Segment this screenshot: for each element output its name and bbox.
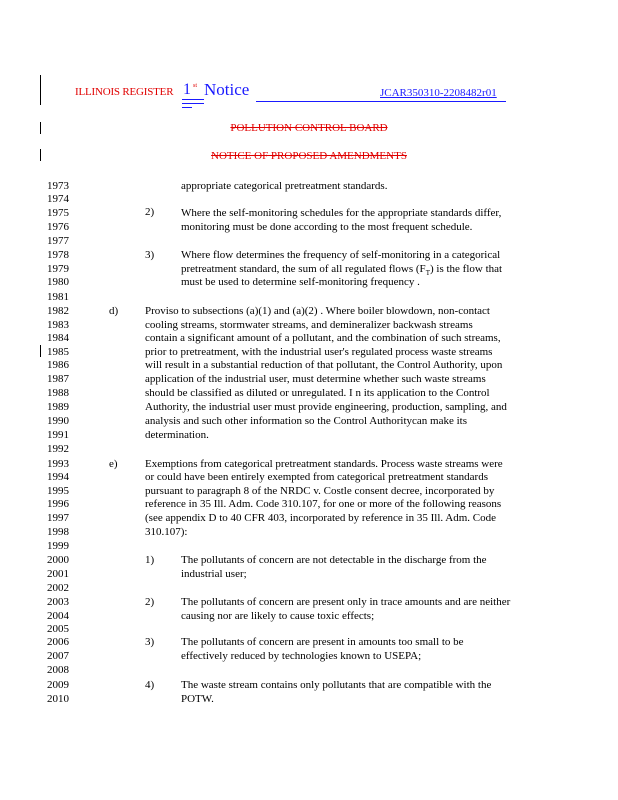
item-label-2: 2) xyxy=(145,206,155,218)
text-line: or could have been entirely exempted from categorical pretreatment standards xyxy=(145,471,488,483)
line-number: 1978 xyxy=(47,249,69,261)
line-number: 2006 xyxy=(47,636,69,648)
line-number: 1998 xyxy=(47,526,69,538)
text-line: Exemptions from categorical pretreatment standards. Process waste streams were xyxy=(145,458,503,470)
text-line: Where the self-monitoring schedules for the appropriate standards differ, xyxy=(181,207,502,219)
item-label-e: e) xyxy=(109,458,118,470)
text-line: pursuant to paragraph 8 of the NRDC v. Costle consent decree, incorporated by xyxy=(145,485,495,497)
line-number: 1997 xyxy=(47,512,69,524)
line-number: 2007 xyxy=(47,650,69,662)
line-number: 1979 xyxy=(47,263,69,275)
number-underline xyxy=(182,99,204,100)
text-line: must be used to determine self-monitoring frequency . xyxy=(181,276,420,288)
text-line: Where flow determines the frequency of self-monitoring in a categorical xyxy=(181,249,501,261)
text-line: causing nor are likely to cause toxic effects; xyxy=(181,610,375,622)
register-number: 1 xyxy=(183,81,191,98)
line-number: 2002 xyxy=(47,582,69,594)
text-line: monitoring must be done according to the most frequent schedule. xyxy=(181,221,473,233)
text-line: appropriate categorical pretreatment standards. xyxy=(181,180,388,192)
line-number: 1983 xyxy=(47,319,69,331)
text-line: cooling streams, stormwater streams, and demineralizer backwash streams xyxy=(145,319,473,331)
line-number: 1994 xyxy=(47,471,69,483)
item-label-d: d) xyxy=(109,305,119,317)
line-number: 1986 xyxy=(47,359,69,371)
text-line: POTW. xyxy=(181,693,214,705)
change-bar xyxy=(40,75,41,105)
text-line: effectively reduced by technologies known to USEPA; xyxy=(181,650,422,662)
text-segment: ) is the flow that xyxy=(429,263,503,275)
notice-underline xyxy=(256,101,506,102)
line-number: 2005 xyxy=(47,623,69,635)
line-number: 1985 xyxy=(47,346,69,358)
board-title: POLLUTION CONTROL BOARD xyxy=(230,122,388,134)
line-number: 1975 xyxy=(47,207,69,219)
text-line: application of the industrial user, must determine whether such waste streams xyxy=(145,373,486,385)
text-line: Authority, the industrial user must provide engineering, production, sampling, and xyxy=(145,401,507,413)
line-number: 2008 xyxy=(47,664,69,676)
number-underline xyxy=(182,103,204,104)
line-number: 1988 xyxy=(47,387,69,399)
text-line: The pollutants of concern are present only in trace amounts and are neither xyxy=(181,596,511,608)
line-number: 1999 xyxy=(47,540,69,552)
line-number: 1973 xyxy=(47,180,69,192)
register-title: ILLINOIS REGISTER xyxy=(75,86,174,98)
line-number: 2004 xyxy=(47,610,69,622)
item-label-3: 3) xyxy=(145,249,155,261)
item-label-2b: 2) xyxy=(145,596,155,608)
register-number-superscript: st xyxy=(193,83,198,89)
flow-subscript: T xyxy=(425,269,430,278)
line-number: 2010 xyxy=(47,693,69,705)
line-number: 2003 xyxy=(47,596,69,608)
line-number: 1990 xyxy=(47,415,69,427)
line-number: 1984 xyxy=(47,332,69,344)
line-number: 1976 xyxy=(47,221,69,233)
text-line: The pollutants of concern are present in amounts too small to be xyxy=(181,636,464,648)
number-underline xyxy=(182,107,192,108)
line-number: 1996 xyxy=(47,498,69,510)
line-number: 1974 xyxy=(47,193,69,205)
text-line: The pollutants of concern are not detectable in the discharge from the xyxy=(181,554,487,566)
notice-label: Notice xyxy=(204,80,250,99)
line-number: 1987 xyxy=(47,373,69,385)
text-line: reference in 35 Ill. Adm. Code 310.107, for one or more of the following reasons xyxy=(145,498,502,510)
notice-title: NOTICE OF PROPOSED AMENDMENTS xyxy=(211,150,407,162)
text-line: should be classified as diluted or unregulated. I n its application to the Control xyxy=(145,387,490,399)
line-number: 1980 xyxy=(47,276,69,288)
jcar-code: JCAR350310-2208482r01 xyxy=(380,87,497,99)
line-number: 1991 xyxy=(47,429,69,441)
line-number: 1992 xyxy=(47,443,69,455)
text-line: prior to pretreatment, with the industrial user's regulated process waste streams xyxy=(145,346,493,358)
text-line: The waste stream contains only pollutants that are compatible with the xyxy=(181,679,492,691)
text-line: 310.107): xyxy=(145,526,188,538)
line-number: 1982 xyxy=(47,305,69,317)
line-number: 1993 xyxy=(47,458,69,470)
text-line: Proviso to subsections (a)(1) and (a)(2) . Where boiler blowdown, non-contact xyxy=(145,305,490,317)
text-line: analysis and such other information so the Control Authoritycan make its xyxy=(145,415,467,427)
line-number: 1995 xyxy=(47,485,69,497)
line-number: 2001 xyxy=(47,568,69,580)
item-label-4: 4) xyxy=(145,679,155,691)
line-number: 2009 xyxy=(47,679,69,691)
text-line: will result in a substantial reduction of that pollutant, the Control Authority, upon xyxy=(145,359,503,371)
text-line: (see appendix D to 40 CFR 403, incorporated by reference in 35 Ill. Adm. Code xyxy=(145,512,497,524)
text-line: industrial user; xyxy=(181,568,247,580)
text-line: contain a significant amount of a pollutant, and the combination of such streams, xyxy=(145,332,501,344)
text-segment: pretreatment standard, the sum of all regulated flows (F xyxy=(181,263,426,275)
text-line: determination. xyxy=(145,429,209,441)
line-number: 1989 xyxy=(47,401,69,413)
line-number: 2000 xyxy=(47,554,69,566)
item-label-3b: 3) xyxy=(145,636,155,648)
item-label-1: 1) xyxy=(145,554,155,566)
line-number: 1981 xyxy=(47,291,69,303)
change-bar xyxy=(40,345,41,357)
line-number: 1977 xyxy=(47,235,69,247)
